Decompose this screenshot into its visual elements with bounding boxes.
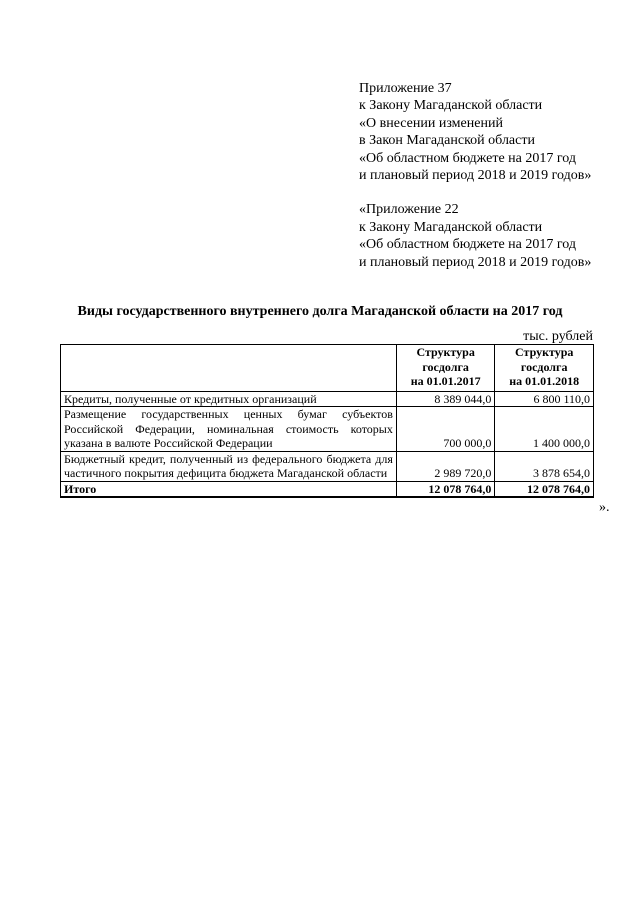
row-name-cell: Кредиты, полученные от кредитных организаций [61,391,397,407]
header-2018-line: Структура [515,345,574,359]
total-2017-value: 12 078 764,0 [396,481,495,497]
row-2018-value: 6 800 110,0 [495,391,594,407]
table-total-row [61,481,594,497]
row-name-cell: Бюджетный кредит, полученный из федерального бюджета для частичного покрытия дефицита бюджета Магаданской области [61,451,397,481]
appendix-line: «Об областном бюджете на 2017 год [359,150,576,166]
header-2017-line: госдолга [422,359,469,374]
row-name-cell: Размещение государственных ценных бумаг субъектов Российской Федерации, номинальная стоимость которых указана в валюте Российской Федерации [61,407,397,452]
appendix-line: «Приложение 22 [359,202,459,218]
row-2017-value: 2 989 720,0 [396,451,495,481]
appendix-line: к Закону Магаданской области [359,98,543,114]
appendix-header [359,80,591,271]
debt-table [60,344,594,498]
row-2017-value: 700 000,0 [396,407,495,452]
closing-quote-mark: ». [599,500,610,515]
total-2018-value: 12 078 764,0 [495,481,594,497]
table-row [61,391,594,407]
header-2018-line: госдолга [520,359,568,374]
table-row [61,407,594,452]
units-label: тыс. рублей [523,329,593,344]
header-name-cell [61,345,397,392]
appendix-line: и плановый период 2018 и 2019 годов» [359,254,592,270]
appendix-line: «Об областном бюджете на 2017 год [359,237,576,253]
header-2017-line: на 01.01.2017 [410,374,481,388]
header-2018-line: на 01.01.2018 [509,374,580,388]
document-title: Виды государственного внутреннего долга Магаданской области на 2017 год [77,304,563,319]
header-2017-cell [396,345,495,392]
row-2018-value: 3 878 654,0 [495,451,594,481]
appendix-line: Приложение 37 [359,81,452,96]
appendix-spacer [359,184,591,201]
header-2017-line: Структура [416,345,475,359]
table-header-row [61,345,594,392]
table-row [61,451,594,481]
appendix-line: в Закон Магаданской области [359,133,535,149]
row-2017-value: 8 389 044,0 [396,391,495,407]
appendix-line: и плановый период 2018 и 2019 годов» [359,168,592,184]
row-2018-value: 1 400 000,0 [495,407,594,452]
appendix-line: к Закону Магаданской области [359,219,543,235]
total-label: Итого [61,481,397,497]
appendix-line: «О внесении изменений [359,115,503,131]
header-2018-cell [495,345,594,392]
